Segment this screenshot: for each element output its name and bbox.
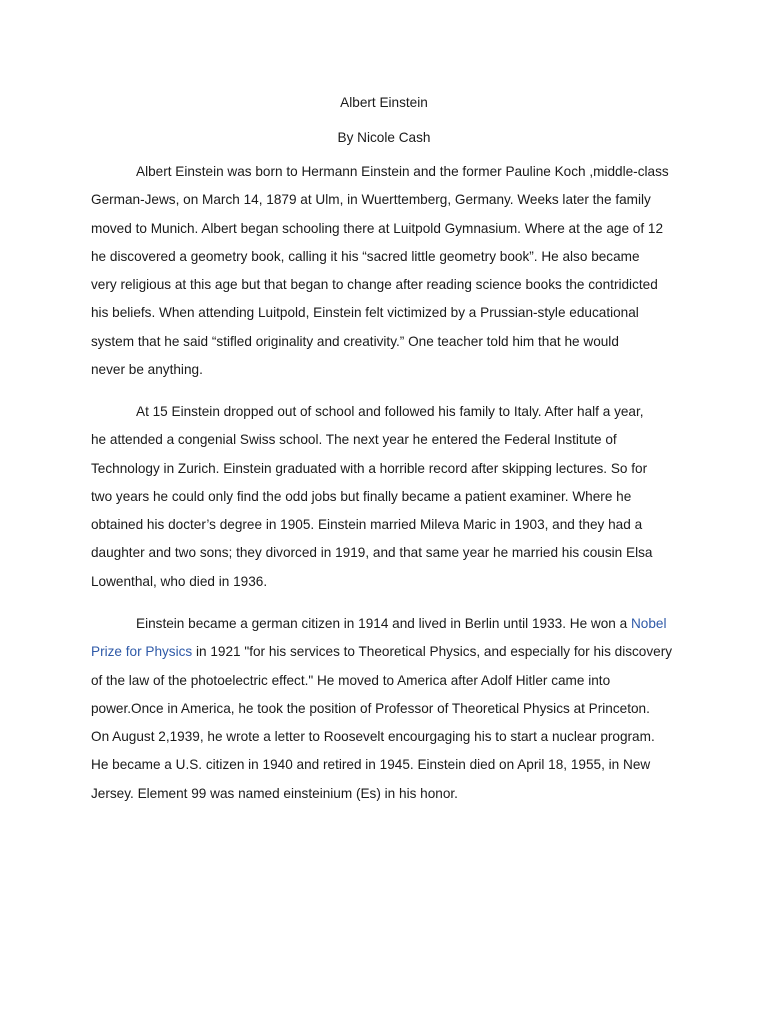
text-line: his beliefs. When attending Luitpold, Einstein felt victimized by a Prussian-style educational [91,305,639,321]
text-line: power.Once in America, he took the position of Professor of Theoretical Physics at Princeton. [91,700,650,716]
text-line: he attended a congenial Swiss school. The next year he entered the Federal Institute of [91,432,617,448]
text-segment: Einstein became a german citizen in 1914 and lived in Berlin until 1933. He won a [136,616,631,631]
text-line [91,638,681,666]
text-line: Jersey. Element 99 was named einsteinium (Es) in his honor. [91,785,458,801]
paragraph-career [91,610,681,808]
text-line: he discovered a geometry book, calling it his “sacred little geometry book”. He also became [91,248,640,264]
text-line: Albert Einstein was born to Hermann Einstein and the former Pauline Koch ,middle-class [136,164,669,179]
paragraph-education [91,398,681,596]
document-byline: By Nicole Cash [337,130,431,145]
text-line: very religious at this age but that began to change after reading science books the contridicted [91,277,658,293]
text-line [91,610,681,638]
text-line: two years he could only find the odd jobs but finally became a patient examiner. Where he [91,488,632,504]
text-line: At 15 Einstein dropped out of school and followed his family to Italy. After half a year, [136,404,644,419]
document-title: Albert Einstein [340,95,428,110]
text-line: Lowenthal, who died in 1936. [91,573,268,589]
paragraph-birth [91,158,681,384]
text-line: system that he said “stifled originality and creativity.” One teacher told him that he would [91,333,619,349]
text-line: Technology in Zurich. Einstein graduated with a horrible record after skipping lectures. So for [91,460,648,476]
text-line: daughter and two sons; they divorced in 1919, and that same year he married his cousin Elsa [91,545,653,561]
text-line: He became a U.S. citizen in 1940 and retired in 1945. Einstein died on April 18, 1955, in New [91,757,651,773]
text-segment: in 1921 "for his services to Theoretical Physics, and especially for his discovery [192,644,673,660]
text-line: On August 2,1939, he wrote a letter to Roosevelt encourgaging his to start a nuclear program. [91,729,655,745]
text-line: obtained his docter’s degree in 1905. Einstein married Mileva Maric in 1903, and they had a [91,517,643,533]
text-line: of the law of the photoelectric effect." He moved to America after Adolf Hitler came into [91,672,611,688]
nobel-prize-link-continued[interactable]: Prize for Physics [91,644,193,660]
text-line: moved to Munich. Albert began schooling there at Luitpold Gymnasium. Where at the age of 12 [91,220,664,236]
text-line: never be anything. [91,362,203,378]
nobel-prize-link[interactable]: Nobel [630,616,667,631]
text-line: German-Jews, on March 14, 1879 at Ulm, in Wuerttemberg, Germany. Weeks later the family [91,192,651,208]
